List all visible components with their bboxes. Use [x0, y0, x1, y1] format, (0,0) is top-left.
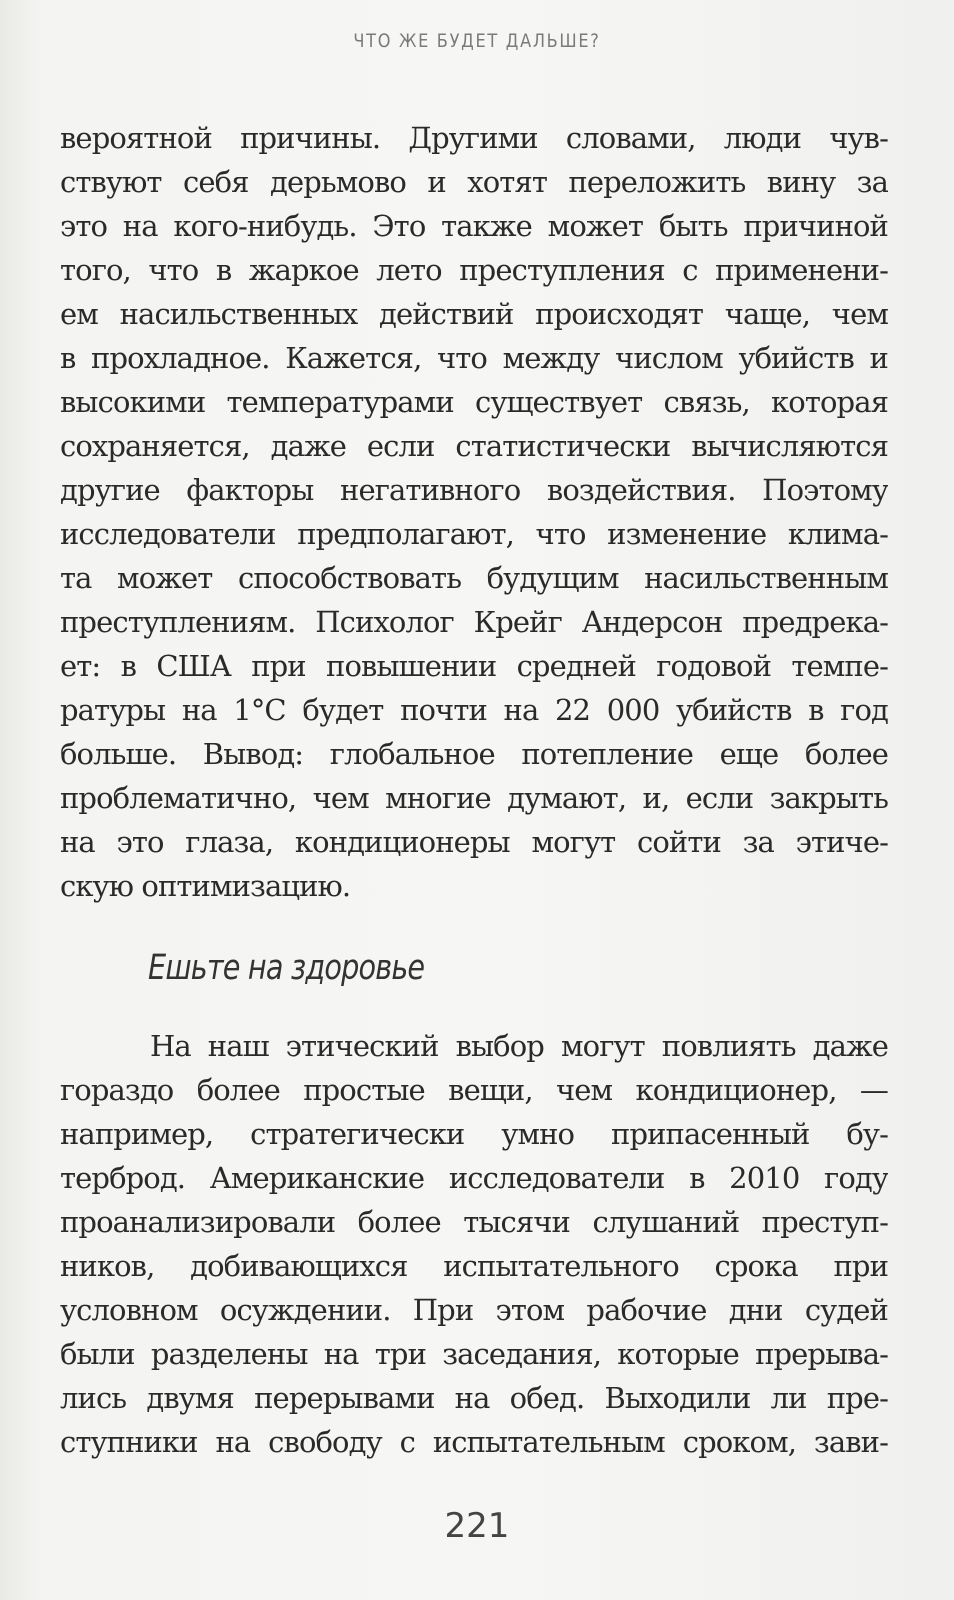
- text-line: в прохладное. Кажется, что между числом убийств и: [60, 341, 888, 375]
- text-line: гораздо более простые вещи, чем кондиционер, —: [60, 1073, 888, 1107]
- text-line: сохраняется, даже если статистически вычисляются: [60, 429, 888, 463]
- text-line: терброд. Американские исследователи в 2010 году: [60, 1161, 888, 1195]
- paragraph-1: [60, 116, 888, 908]
- text-line: на это глаза, кондиционеры могут сойти за этиче-: [60, 825, 888, 859]
- text-line: были разделены на три заседания, которые прерыва-: [60, 1337, 888, 1371]
- text-line: высокими температурами существует связь, которая: [60, 385, 888, 419]
- text-line: ем насильственных действий происходят чаще, чем: [60, 297, 888, 331]
- text-line: проанализировали более тысячи слушаний преступ-: [60, 1205, 888, 1239]
- text-line: другие факторы негативного воздействия. Поэтому: [60, 473, 888, 507]
- text-line: На наш этический выбор могут повлиять даже: [150, 1029, 888, 1063]
- text-line: лись двумя перерывами на обед. Выходили ли пре-: [60, 1381, 888, 1415]
- text-line: того, что в жаркое лето преступления с применени-: [60, 253, 888, 287]
- text-line: ников, добивающихся испытательного срока при: [60, 1249, 888, 1283]
- text-line: скую оптимизацию.: [60, 869, 351, 903]
- text-line: ет: в США при повышении средней годовой темпе-: [60, 649, 888, 683]
- text-line: ступники на свободу с испытательным сроком, зави-: [60, 1425, 888, 1459]
- text-line: больше. Вывод: глобальное потепление еще более: [60, 737, 888, 771]
- text-line: проблематично, чем многие думают, и, если закрыть: [60, 781, 888, 815]
- section-heading: Ешьте на здоровье: [148, 948, 425, 988]
- page-number: 221: [444, 1506, 510, 1546]
- text-line: ствуют себя дерьмово и хотят переложить вину за: [60, 165, 888, 199]
- text-line: та может способствовать будущим насильственным: [60, 561, 888, 595]
- text-line: ратуры на 1°С будет почти на 22 000 убийств в год: [60, 693, 888, 727]
- running-head: ЧТО ЖЕ БУДЕТ ДАЛЬШЕ?: [353, 30, 601, 52]
- text-line: вероятной причины. Другими словами, люди чув-: [60, 121, 888, 155]
- text-line: это на кого-нибудь. Это также может быть причиной: [60, 209, 888, 243]
- text-line: исследователи предполагают, что изменение клима-: [60, 517, 888, 551]
- text-line: преступлениям. Психолог Крейг Андерсон предрека-: [60, 605, 888, 639]
- paragraph-2: [60, 1024, 888, 1464]
- text-line: условном осуждении. При этом рабочие дни судей: [60, 1293, 888, 1327]
- text-line: например, стратегически умно припасенный бу-: [60, 1117, 888, 1151]
